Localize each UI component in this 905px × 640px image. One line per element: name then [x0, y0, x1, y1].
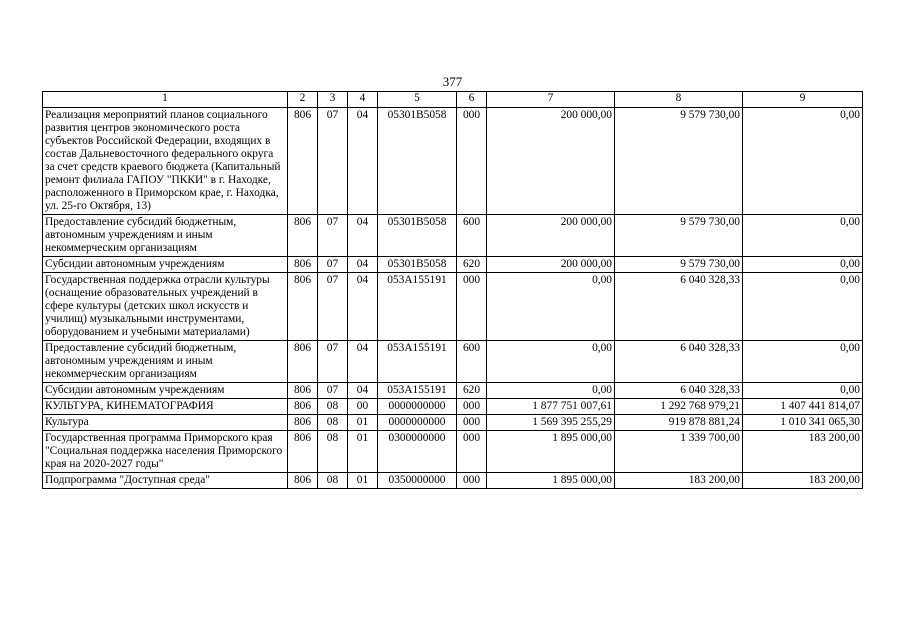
subsection-code-cell: 04 — [348, 273, 378, 341]
amount-col9-cell: 0,00 — [743, 273, 863, 341]
target-article-cell: 05301B5058 — [378, 215, 457, 257]
subsection-code-cell: 01 — [348, 473, 378, 489]
amount-col8-cell: 183 200,00 — [615, 473, 743, 489]
subsection-code-cell: 04 — [348, 257, 378, 273]
table-row — [43, 108, 863, 215]
header-cell: 9 — [743, 92, 863, 108]
table-row — [43, 431, 863, 473]
section-code-cell: 07 — [318, 215, 348, 257]
section-code-cell: 07 — [318, 383, 348, 399]
amount-col8-cell: 1 292 768 979,21 — [615, 399, 743, 415]
amount-col7-cell: 0,00 — [487, 341, 615, 383]
subsection-code-cell: 00 — [348, 399, 378, 415]
amount-col9-cell: 1 407 441 814,07 — [743, 399, 863, 415]
target-article-cell: 053A155191 — [378, 273, 457, 341]
subsection-code-cell: 01 — [348, 431, 378, 473]
admin-code-cell: 806 — [288, 415, 318, 431]
amount-col9-cell: 0,00 — [743, 383, 863, 399]
admin-code-cell: 806 — [288, 257, 318, 273]
amount-col7-cell: 200 000,00 — [487, 257, 615, 273]
target-article-cell: 053A155191 — [378, 341, 457, 383]
table-row — [43, 273, 863, 341]
header-cell: 7 — [487, 92, 615, 108]
subsection-code-cell: 01 — [348, 415, 378, 431]
admin-code-cell: 806 — [288, 273, 318, 341]
header-cell: 5 — [378, 92, 457, 108]
amount-col8-cell: 9 579 730,00 — [615, 215, 743, 257]
target-article-cell: 0000000000 — [378, 415, 457, 431]
subsection-code-cell: 04 — [348, 108, 378, 215]
row-name-cell: Предоставление субсидий бюджетным, автономным учреждениям и иным некоммерческим организациям — [43, 215, 288, 257]
amount-col8-cell: 919 878 881,24 — [615, 415, 743, 431]
target-article-cell: 053A155191 — [378, 383, 457, 399]
amount-col8-cell: 9 579 730,00 — [615, 257, 743, 273]
section-code-cell: 08 — [318, 399, 348, 415]
section-code-cell: 08 — [318, 415, 348, 431]
table-row — [43, 383, 863, 399]
header-cell: 3 — [318, 92, 348, 108]
amount-col7-cell: 1 877 751 007,61 — [487, 399, 615, 415]
admin-code-cell: 806 — [288, 341, 318, 383]
row-name-cell: Предоставление субсидий бюджетным, автономным учреждениям и иным некоммерческим организациям — [43, 341, 288, 383]
amount-col8-cell: 6 040 328,33 — [615, 383, 743, 399]
subsection-code-cell: 04 — [348, 215, 378, 257]
admin-code-cell: 806 — [288, 431, 318, 473]
row-name-cell: Государственная поддержка отрасли культуры (оснащение образовательных учреждений в сфере культуры (детских школ искусств и училищ) музыкальными инструментами, оборудованием и учебными материалами) — [43, 273, 288, 341]
expense-type-cell: 000 — [457, 399, 487, 415]
amount-col9-cell: 183 200,00 — [743, 473, 863, 489]
target-article-cell: 0300000000 — [378, 431, 457, 473]
section-code-cell: 07 — [318, 108, 348, 215]
table-row — [43, 473, 863, 489]
row-name-cell: Подпрограмма "Доступная среда" — [43, 473, 288, 489]
expense-type-cell: 600 — [457, 341, 487, 383]
amount-col9-cell: 0,00 — [743, 108, 863, 215]
header-cell: 8 — [615, 92, 743, 108]
table-row — [43, 215, 863, 257]
amount-col7-cell: 1 569 395 255,29 — [487, 415, 615, 431]
admin-code-cell: 806 — [288, 473, 318, 489]
admin-code-cell: 806 — [288, 215, 318, 257]
amount-col9-cell: 0,00 — [743, 257, 863, 273]
amount-col9-cell: 0,00 — [743, 215, 863, 257]
amount-col7-cell: 1 895 000,00 — [487, 473, 615, 489]
expense-type-cell: 600 — [457, 215, 487, 257]
amount-col7-cell: 1 895 000,00 — [487, 431, 615, 473]
header-row — [43, 92, 863, 108]
amount-col7-cell: 0,00 — [487, 383, 615, 399]
amount-col8-cell: 1 339 700,00 — [615, 431, 743, 473]
header-cell: 4 — [348, 92, 378, 108]
amount-col8-cell: 9 579 730,00 — [615, 108, 743, 215]
row-name-cell: КУЛЬТУРА, КИНЕМАТОГРАФИЯ — [43, 399, 288, 415]
row-name-cell: Государственная программа Приморского края "Социальная поддержка населения Приморского края на 2020-2027 годы" — [43, 431, 288, 473]
row-name-cell: Культура — [43, 415, 288, 431]
target-article-cell: 0000000000 — [378, 399, 457, 415]
amount-col7-cell: 200 000,00 — [487, 108, 615, 215]
header-cell: 1 — [43, 92, 288, 108]
subsection-code-cell: 04 — [348, 341, 378, 383]
target-article-cell: 05301B5058 — [378, 108, 457, 215]
row-name-cell: Реализация мероприятий планов социального развития центров экономического роста субъектов Российской Федерации, входящих в состав Дальневосточного федерального округа за счет средств краевого бюджета (Капитальный ремонт филиала ГАПОУ "ПККИ" в г. Находке, расположенного в Приморском крае, г. Находка, ул. 25-го Октября, 13) — [43, 108, 288, 215]
header-cell: 2 — [288, 92, 318, 108]
expense-type-cell: 000 — [457, 273, 487, 341]
table-row — [43, 399, 863, 415]
amount-col9-cell: 183 200,00 — [743, 431, 863, 473]
expense-type-cell: 000 — [457, 431, 487, 473]
row-name-cell: Субсидии автономным учреждениям — [43, 257, 288, 273]
budget-table — [42, 91, 863, 489]
header-cell: 6 — [457, 92, 487, 108]
table-row — [43, 341, 863, 383]
expense-type-cell: 620 — [457, 383, 487, 399]
section-code-cell: 07 — [318, 341, 348, 383]
admin-code-cell: 806 — [288, 383, 318, 399]
section-code-cell: 07 — [318, 273, 348, 341]
page-number: 377 — [442, 74, 463, 89]
amount-col8-cell: 6 040 328,33 — [615, 341, 743, 383]
subsection-code-cell: 04 — [348, 383, 378, 399]
target-article-cell: 05301B5058 — [378, 257, 457, 273]
amount-col8-cell: 6 040 328,33 — [615, 273, 743, 341]
section-code-cell: 08 — [318, 473, 348, 489]
expense-type-cell: 620 — [457, 257, 487, 273]
expense-type-cell: 000 — [457, 108, 487, 215]
amount-col9-cell: 1 010 341 065,30 — [743, 415, 863, 431]
row-name-cell: Субсидии автономным учреждениям — [43, 383, 288, 399]
expense-type-cell: 000 — [457, 415, 487, 431]
amount-col7-cell: 200 000,00 — [487, 215, 615, 257]
section-code-cell: 07 — [318, 257, 348, 273]
table-row — [43, 415, 863, 431]
amount-col9-cell: 0,00 — [743, 341, 863, 383]
table-row — [43, 257, 863, 273]
section-code-cell: 08 — [318, 431, 348, 473]
admin-code-cell: 806 — [288, 399, 318, 415]
admin-code-cell: 806 — [288, 108, 318, 215]
expense-type-cell: 000 — [457, 473, 487, 489]
amount-col7-cell: 0,00 — [487, 273, 615, 341]
target-article-cell: 0350000000 — [378, 473, 457, 489]
